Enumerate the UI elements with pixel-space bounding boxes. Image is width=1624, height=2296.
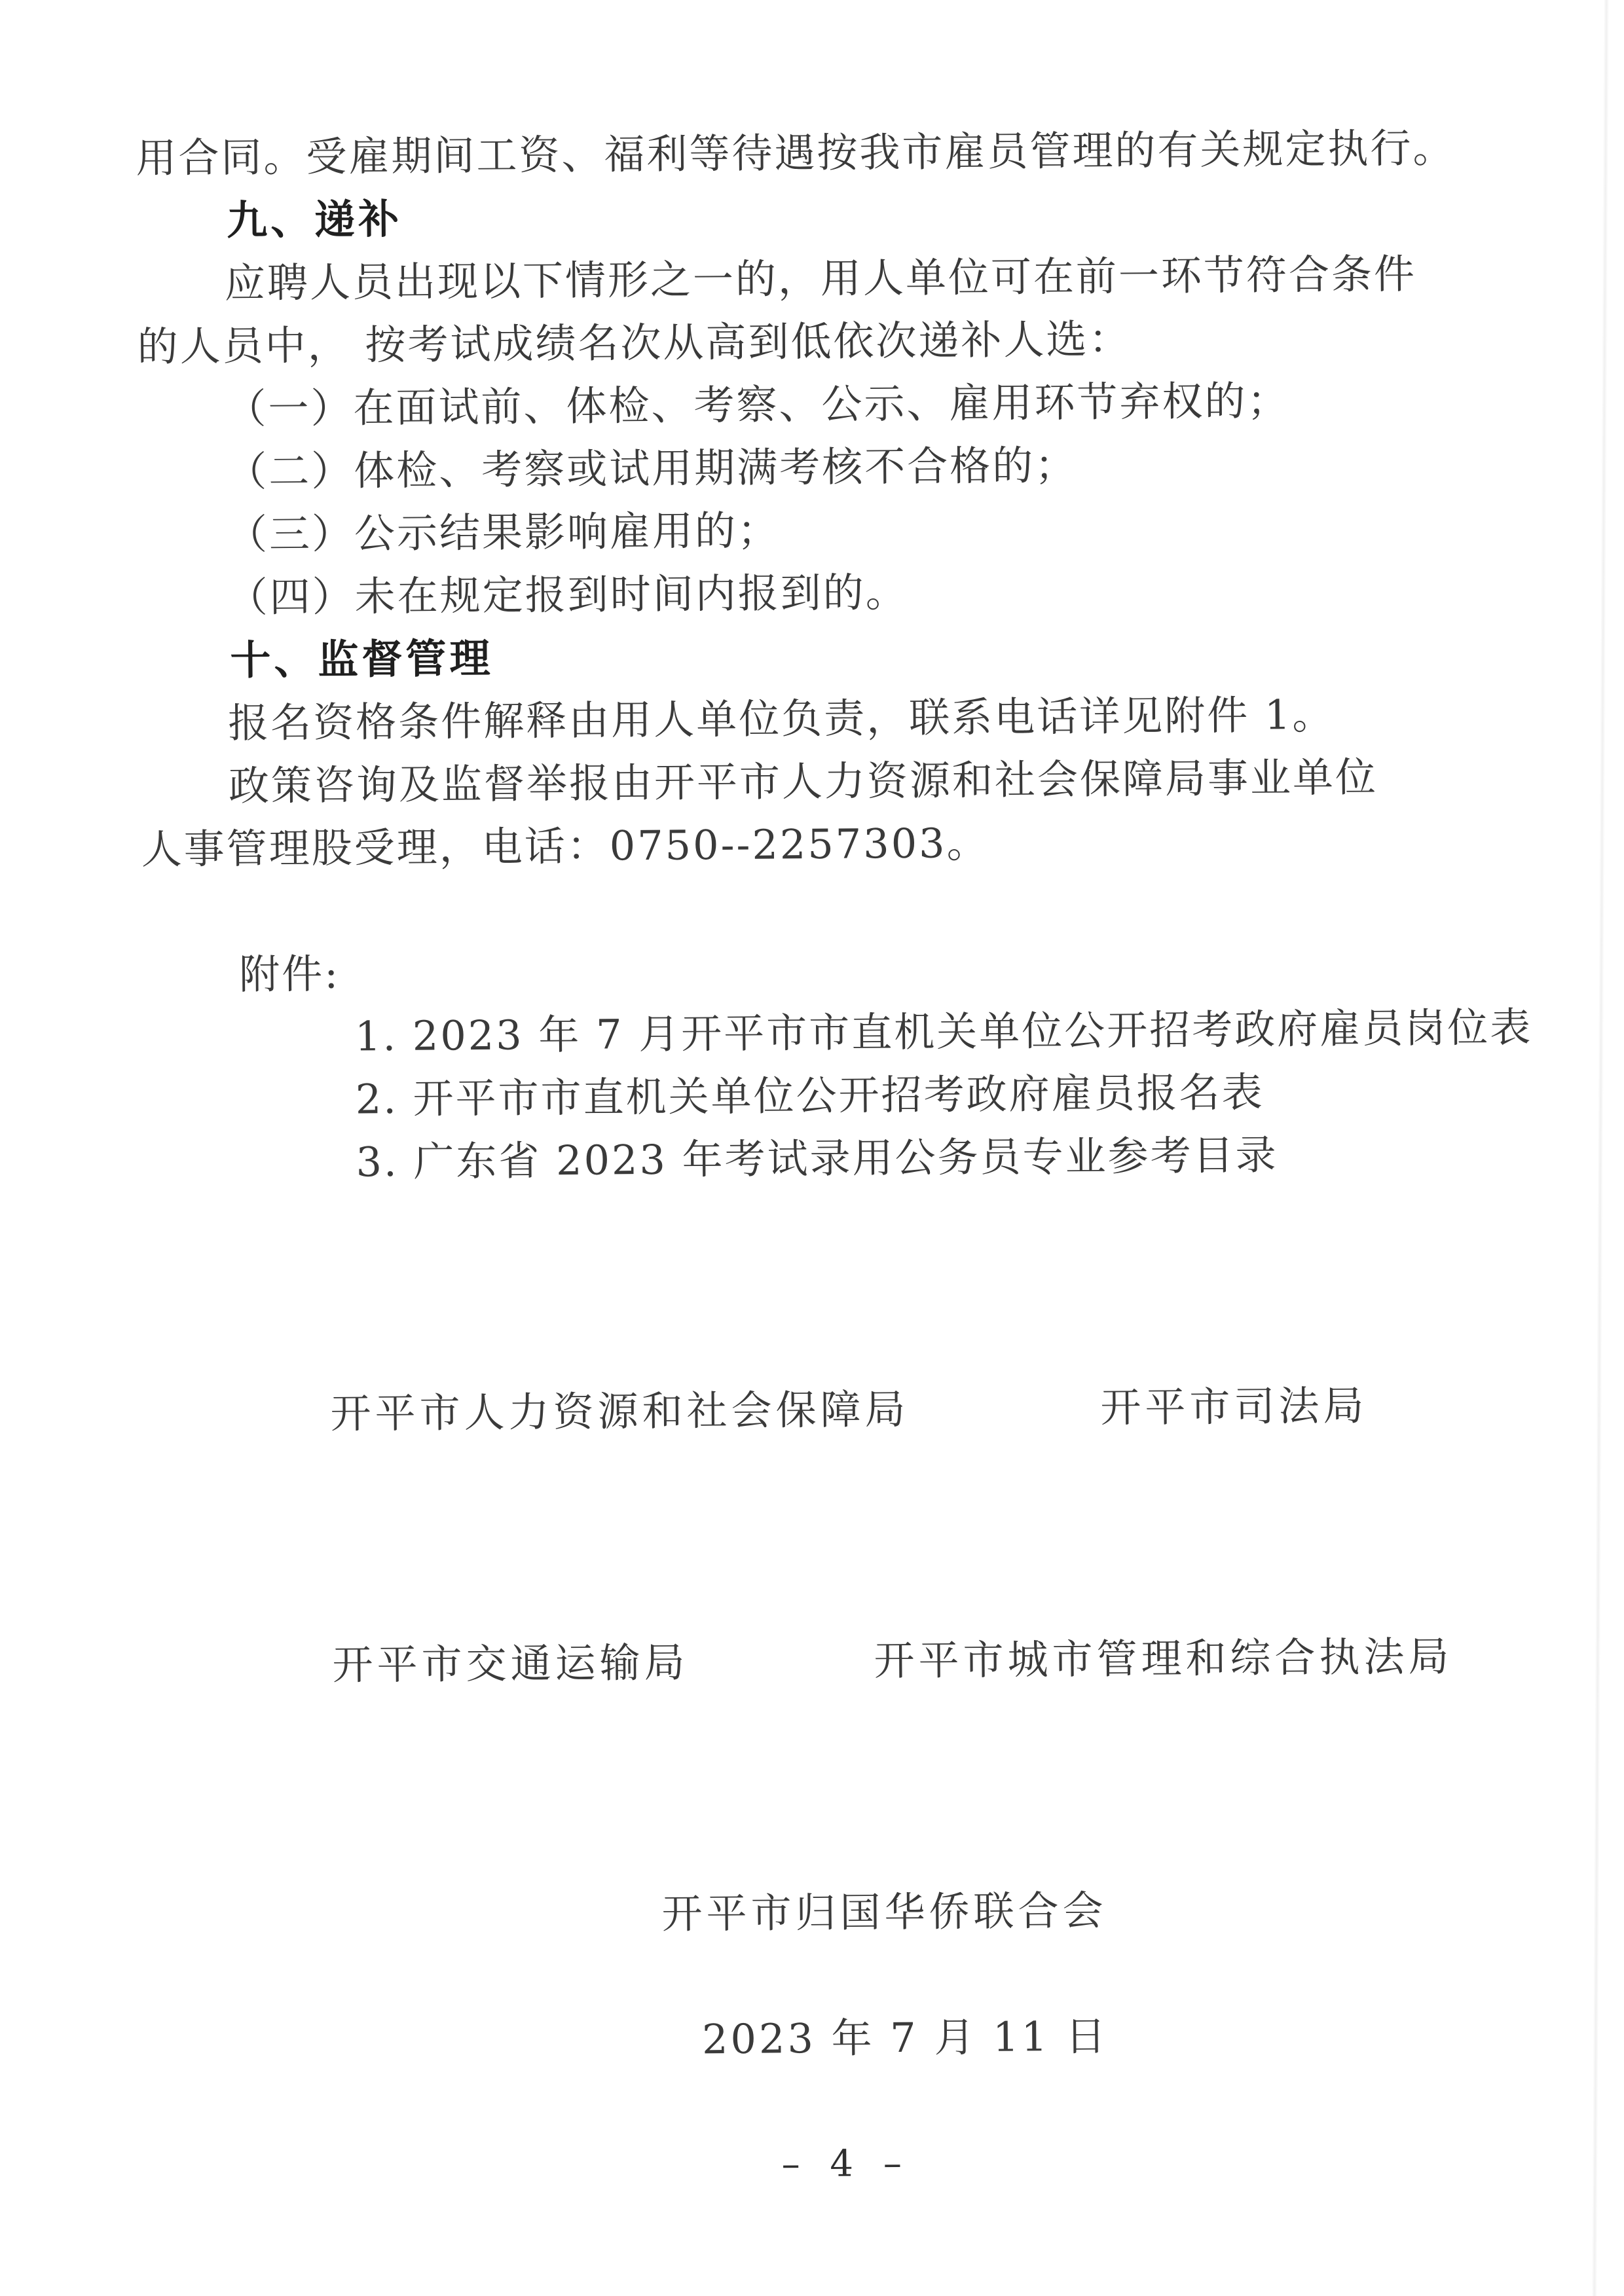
page-number: – 4 – — [781, 2141, 912, 2186]
signature-org-human-resources-bureau: 开平市人力资源和社会保障局 — [330, 1385, 910, 1438]
signature-org-overseas-chinese-federation: 开平市归国华侨联合会 — [661, 1886, 1107, 1938]
blank-line — [141, 871, 1485, 944]
signature-org-urban-management-bureau: 开平市城市管理和综合执法局 — [874, 1632, 1453, 1685]
blank-line — [151, 2065, 1494, 2138]
attachment-item-3: 3. 广东省 2023 年考试录用公务员专业参考目录 — [356, 1131, 1278, 1186]
blank-line — [148, 1688, 1491, 1761]
attachment-item-2: 2. 开平市市直机关单位公开招考政府雇员报名表 — [355, 1068, 1264, 1123]
section-heading-ten: 十、监督管理 — [230, 634, 494, 684]
blank-line — [150, 1939, 1493, 2013]
list-item-2: （二）体检、考察或试用期满考核不合格的； — [225, 441, 1078, 496]
section-heading-nine: 九、递补 — [226, 194, 403, 244]
signature-row-center — [149, 1876, 1492, 1950]
body-paragraph-continuation: 人事管理股受理，电话：0750--2257303。 — [141, 818, 989, 874]
list-item-4: （四）未在规定报到时间内报到的。 — [227, 568, 909, 621]
body-paragraph: 应聘人员出现以下情形之一的，用人单位可在前一环节符合条件 — [224, 249, 1417, 308]
signature-org-justice-bureau: 开平市司法局 — [1100, 1381, 1368, 1432]
blank-line — [145, 1248, 1488, 1321]
body-paragraph-continuation: 用合同。受雇期间工资、福利等待遇按我市雇员管理的有关规定执行。 — [136, 124, 1456, 183]
list-item-3: （三）公示结果影响雇用的； — [226, 506, 781, 558]
document-body — [136, 117, 1533, 2201]
blank-line — [147, 1562, 1490, 1635]
attachment-item-1: 1. 2023 年 7 月开平市市直机关单位公开招考政府雇员岗位表 — [354, 1003, 1533, 1061]
body-paragraph: 报名资格条件解释由用人单位负责，联系电话详见附件 1。 — [227, 690, 1335, 747]
signature-row-1 — [145, 1374, 1488, 1447]
document-date: 2023 年 7 月 11 日 — [701, 2012, 1109, 2064]
list-item-1: （一）在面试前、体检、考察、公示、雇用环节弃权的； — [225, 376, 1290, 433]
blank-line — [149, 1751, 1492, 1824]
body-paragraph-continuation: 的人员中， 按考试成绩名次从高到低依次递补人选： — [137, 315, 1132, 371]
attachments-label: 附件: — [238, 949, 341, 998]
blank-line — [144, 1185, 1487, 1258]
signature-row-2 — [147, 1625, 1490, 1698]
blank-line — [149, 1813, 1492, 1887]
signature-org-transport-bureau: 开平市交通运输局 — [332, 1638, 689, 1689]
blank-line — [145, 1311, 1488, 1384]
blank-line — [147, 1499, 1490, 1573]
blank-line — [146, 1436, 1489, 1510]
body-paragraph: 政策咨询及监督举报由开平市人力资源和社会保障局事业单位 — [228, 753, 1378, 810]
